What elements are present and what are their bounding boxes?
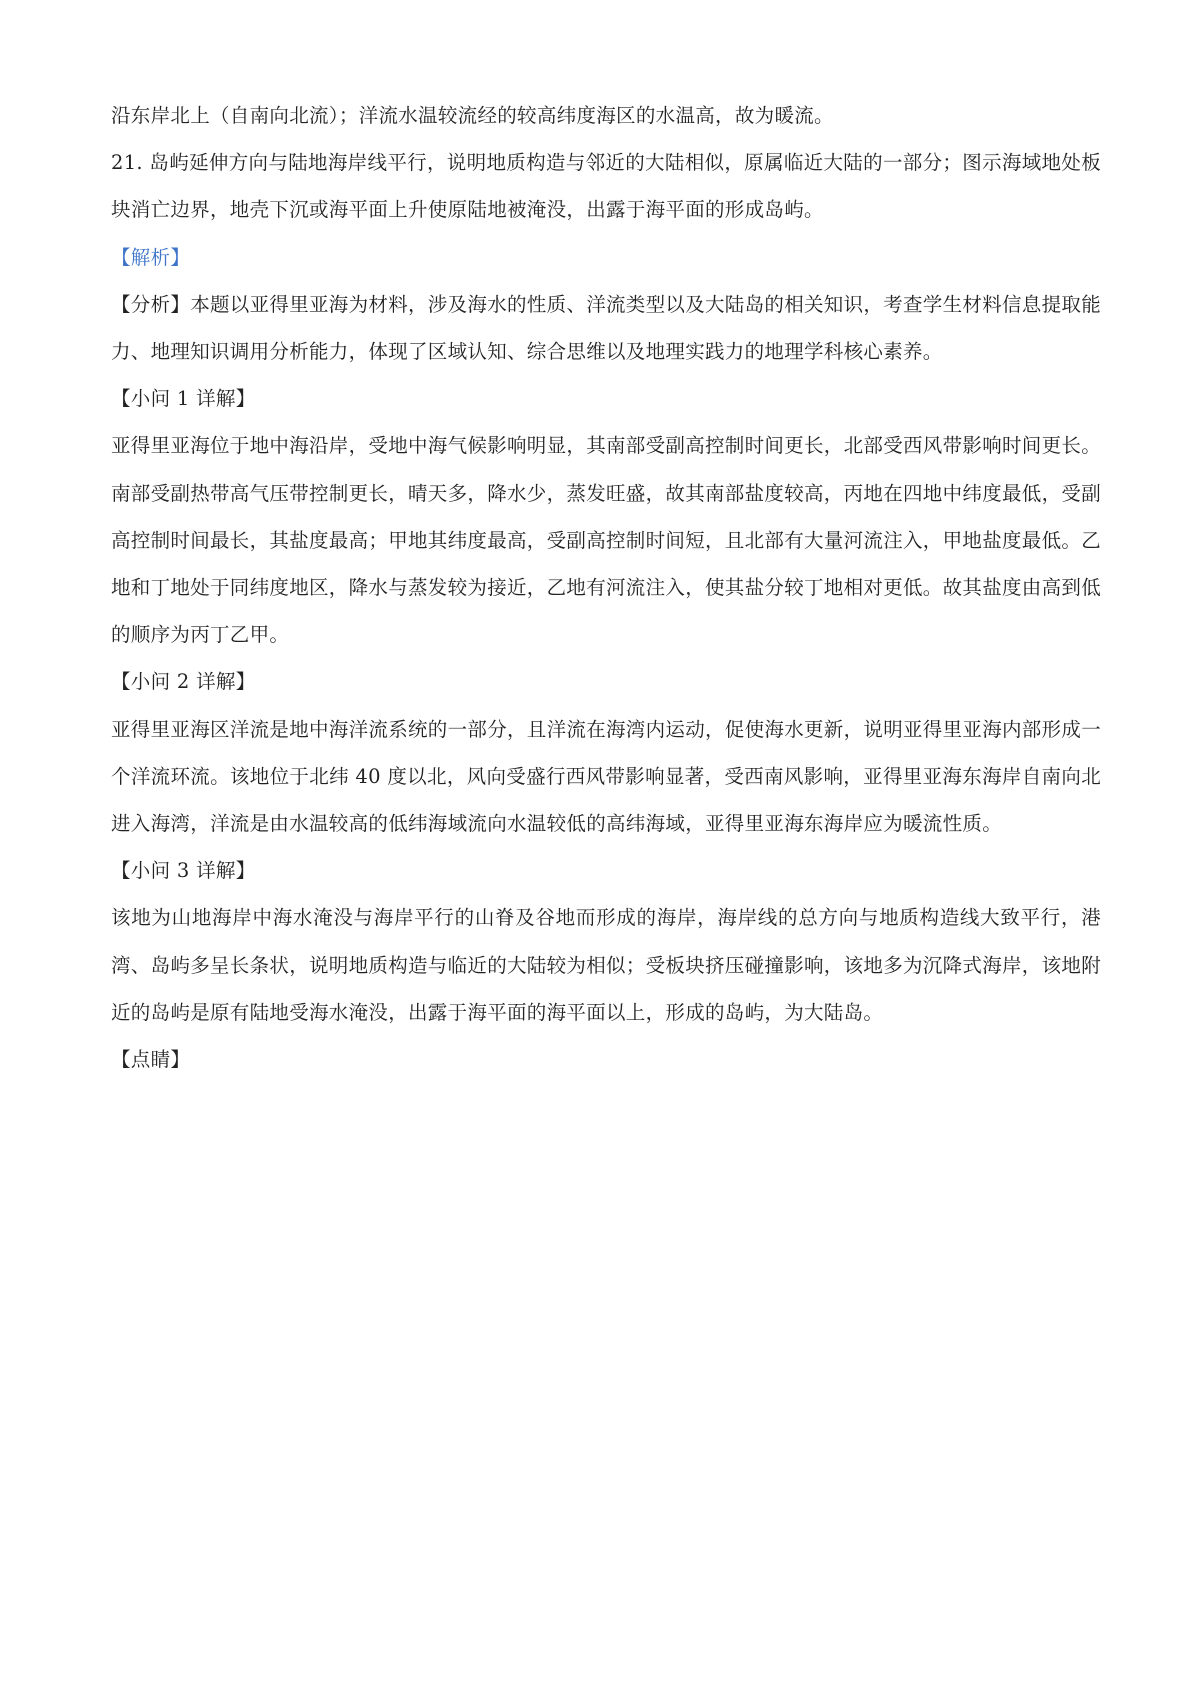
analysis-heading: 【解析】: [111, 245, 191, 269]
q1-heading: 【小问 1 详解】: [111, 387, 256, 411]
answer-21: 21. 岛屿延伸方向与陆地海岸线平行，说明地质构造与邻近的大陆相似，原属临近大陆的一部分；图示海域地处板块消亡边界，地壳下沉或海平面上升使原陆地被淹没，出露于海平面的形成岛屿。: [111, 151, 1101, 222]
q1-body: 亚得里亚海位于地中海沿岸，受地中海气候影响明显，其南部受副高控制时间更长，北部受西风带影响时间更长。南部受副热带高气压带控制更长，晴天多，降水少，蒸发旺盛，故其南部盐度较高，丙地在四地中纬度最低，受副高控制时间最长，其盐度最高；甲地其纬度最高，受副高控制时间短，且北部有大量河流注入，甲地盐度最低。乙地和丁地处于同纬度地区，降水与蒸发较为接近，乙地有河流注入，使其盐分较丁地相对更低。故其盐度由高到低的顺序为丙丁乙甲。: [111, 434, 1102, 647]
q3-heading: 【小问 3 详解】: [111, 859, 256, 883]
analysis-intro: 【分析】本题以亚得里亚海为材料，涉及海水的性质、洋流类型以及大陆岛的相关知识，考查学生材料信息提取能力、地理知识调用分析能力，体现了区域认知、综合思维以及地理实践力的地理学科核心素养。: [111, 292, 1102, 364]
q2-heading: 【小问 2 详解】: [111, 670, 256, 694]
q3-body: 该地为山地海岸中海水淹没与海岸平行的山脊及谷地而形成的海岸，海岸线的总方向与地质构造线大致平行，港湾、岛屿多呈长条状，说明地质构造与临近的大陆较为相似；受板块挤压碰撞影响，该地多为沉降式海岸，该地附近的岛屿是原有陆地受海水淹没，出露于海平面的海平面以上，形成的岛屿，为大陆岛。: [111, 906, 1102, 1024]
continued-answer-line: 沿东岸北上（自南向北流）；洋流水温较流经的较高纬度海区的水温高，故为暖流。: [111, 104, 834, 127]
q2-body: 亚得里亚海区洋流是地中海洋流系统的一部分，且洋流在海湾内运动，促使海水更新，说明亚得里亚海内部形成一个洋流环流。该地位于北纬 40 度以北，风向受盛行西风带影响显著，受西南风影响，亚得里亚海东海岸自南向北进入海湾，洋流是由水温较高的低纬海域流向水温较低的高纬海域，亚得里亚海东海岸应为暖流性质。: [111, 717, 1102, 836]
document-page: [111, 92, 1101, 1083]
dianjing-heading: 【点睛】: [111, 1048, 191, 1072]
